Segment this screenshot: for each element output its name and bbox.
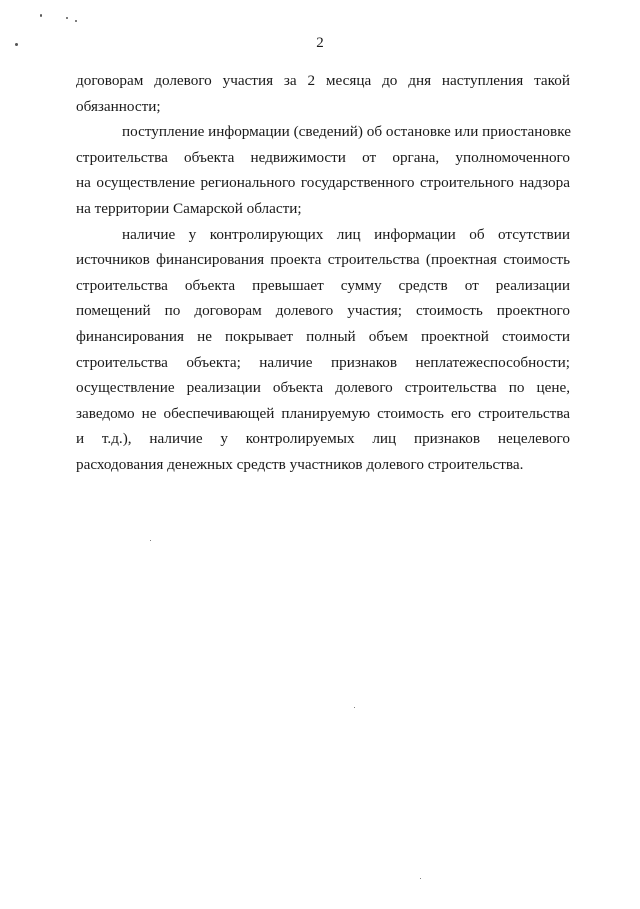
scan-speck bbox=[150, 540, 151, 541]
text-line: расходования денежных средств участников долевого строительства. bbox=[76, 455, 524, 473]
text-line: на территории Самарской области; bbox=[76, 199, 302, 217]
text-line: заведомо не обеспечивающей планируемую стоимость его строительства bbox=[76, 404, 570, 422]
text-line: договорам долевого участия за 2 месяца до дня наступления такой bbox=[76, 72, 570, 89]
text-line: помещений по договорам долевого участия; стоимость проектного bbox=[76, 302, 570, 320]
scan-speck bbox=[66, 17, 68, 19]
scan-speck bbox=[75, 20, 77, 22]
paragraph-start-line: наличие у контролирующих лиц информации об отсутствии bbox=[122, 225, 570, 243]
text-line: обязанности; bbox=[76, 97, 161, 115]
text-line: финансирования не покрывает полный объем проектной стоимости bbox=[76, 327, 570, 345]
scan-speck bbox=[420, 878, 421, 879]
text-line: и т.д.), наличие у контролируемых лиц признаков нецелевого bbox=[76, 430, 570, 448]
paragraph-start-line: поступление информации (сведений) об остановке или приостановке bbox=[122, 123, 571, 141]
text-line: строительства объекта превышает сумму средств от реализации bbox=[76, 276, 570, 294]
scan-speck bbox=[40, 14, 42, 17]
text-line: осуществление реализации объекта долевого строительства по цене, bbox=[76, 379, 570, 397]
page-number: 2 bbox=[316, 35, 324, 51]
text-line: на осуществление регионального государственного строительного надзора bbox=[76, 174, 570, 192]
text-line: строительства объекта недвижимости от органа, уполномоченного bbox=[76, 148, 570, 166]
text-line: строительства объекта; наличие признаков неплатежеспособности; bbox=[76, 353, 570, 371]
text-line: источников финансирования проекта строительства (проектная стоимость bbox=[76, 251, 570, 269]
scan-speck bbox=[354, 707, 355, 708]
document-body bbox=[76, 68, 570, 478]
scan-speck bbox=[15, 43, 18, 46]
